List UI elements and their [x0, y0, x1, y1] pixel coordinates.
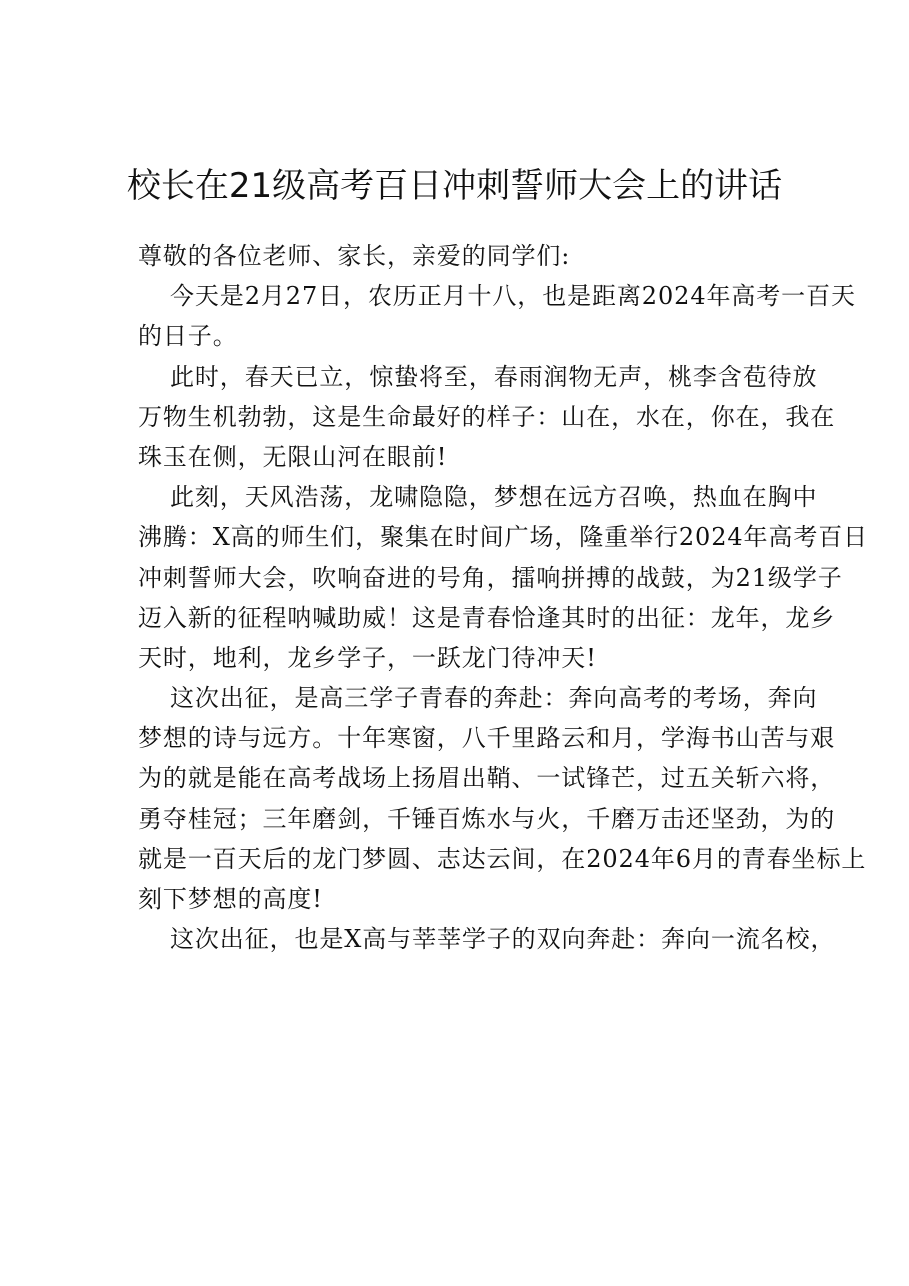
text-line: 冲刺誓师大会，吹响奋进的号角，擂响拼搏的战鼓，为21级学子	[138, 563, 843, 592]
text-line: 今天是2月27日，农历正月十八，也是距离2024年高考一百天	[170, 282, 856, 311]
document-title: 校长在21级高考百日冲刺誓师大会上的讲话	[126, 166, 783, 206]
text-line: 就是一百天后的龙门梦圆、志达云间，在2024年6月的青春坐标上	[138, 844, 867, 873]
text-line: 尊敬的各位老师、家长，亲爱的同学们:	[138, 242, 571, 270]
text-line: 的日子。	[138, 322, 238, 351]
text-line: 此刻，天风浩荡，龙啸隐隐，梦想在远方召唤，热血在胸中	[170, 483, 818, 512]
text-line: 为的就是能在高考战场上扬眉出鞘、一试锋芒，过五关斩六将，	[138, 764, 836, 793]
text-line: 勇夺桂冠；三年磨剑，千锤百炼水与火，千磨万击还坚劲，为的	[138, 804, 836, 833]
document-body	[138, 236, 869, 959]
text-line: 这次出征，是高三学子青春的奔赴：奔向高考的考场，奔向	[170, 684, 818, 713]
text-line: 沸腾：X高的师生们，聚集在时间广场，隆重举行2024年高考百日	[138, 523, 869, 552]
text-line: 万物生机勃勃，这是生命最好的样子：山在，水在，你在，我在	[138, 402, 836, 431]
text-line: 这次出征，也是X高与莘莘学子的双向奔赴：奔向一流名校，	[170, 925, 836, 954]
text-line: 刻下梦想的高度!	[138, 885, 323, 913]
text-line: 珠玉在侧，无限山河在眼前!	[138, 442, 448, 471]
text-line: 梦想的诗与远方。十年寒窗，八千里路云和月，学海书山苦与艰	[138, 724, 836, 753]
text-line: 迈入新的征程呐喊助威！这是青春恰逢其时的出征：龙年，龙乡	[138, 603, 836, 632]
text-line: 天时，地利，龙乡学子，一跃龙门待冲天!	[138, 643, 597, 672]
text-line: 此时，春天已立，惊蛰将至，春雨润物无声，桃李含苞待放	[170, 362, 818, 391]
